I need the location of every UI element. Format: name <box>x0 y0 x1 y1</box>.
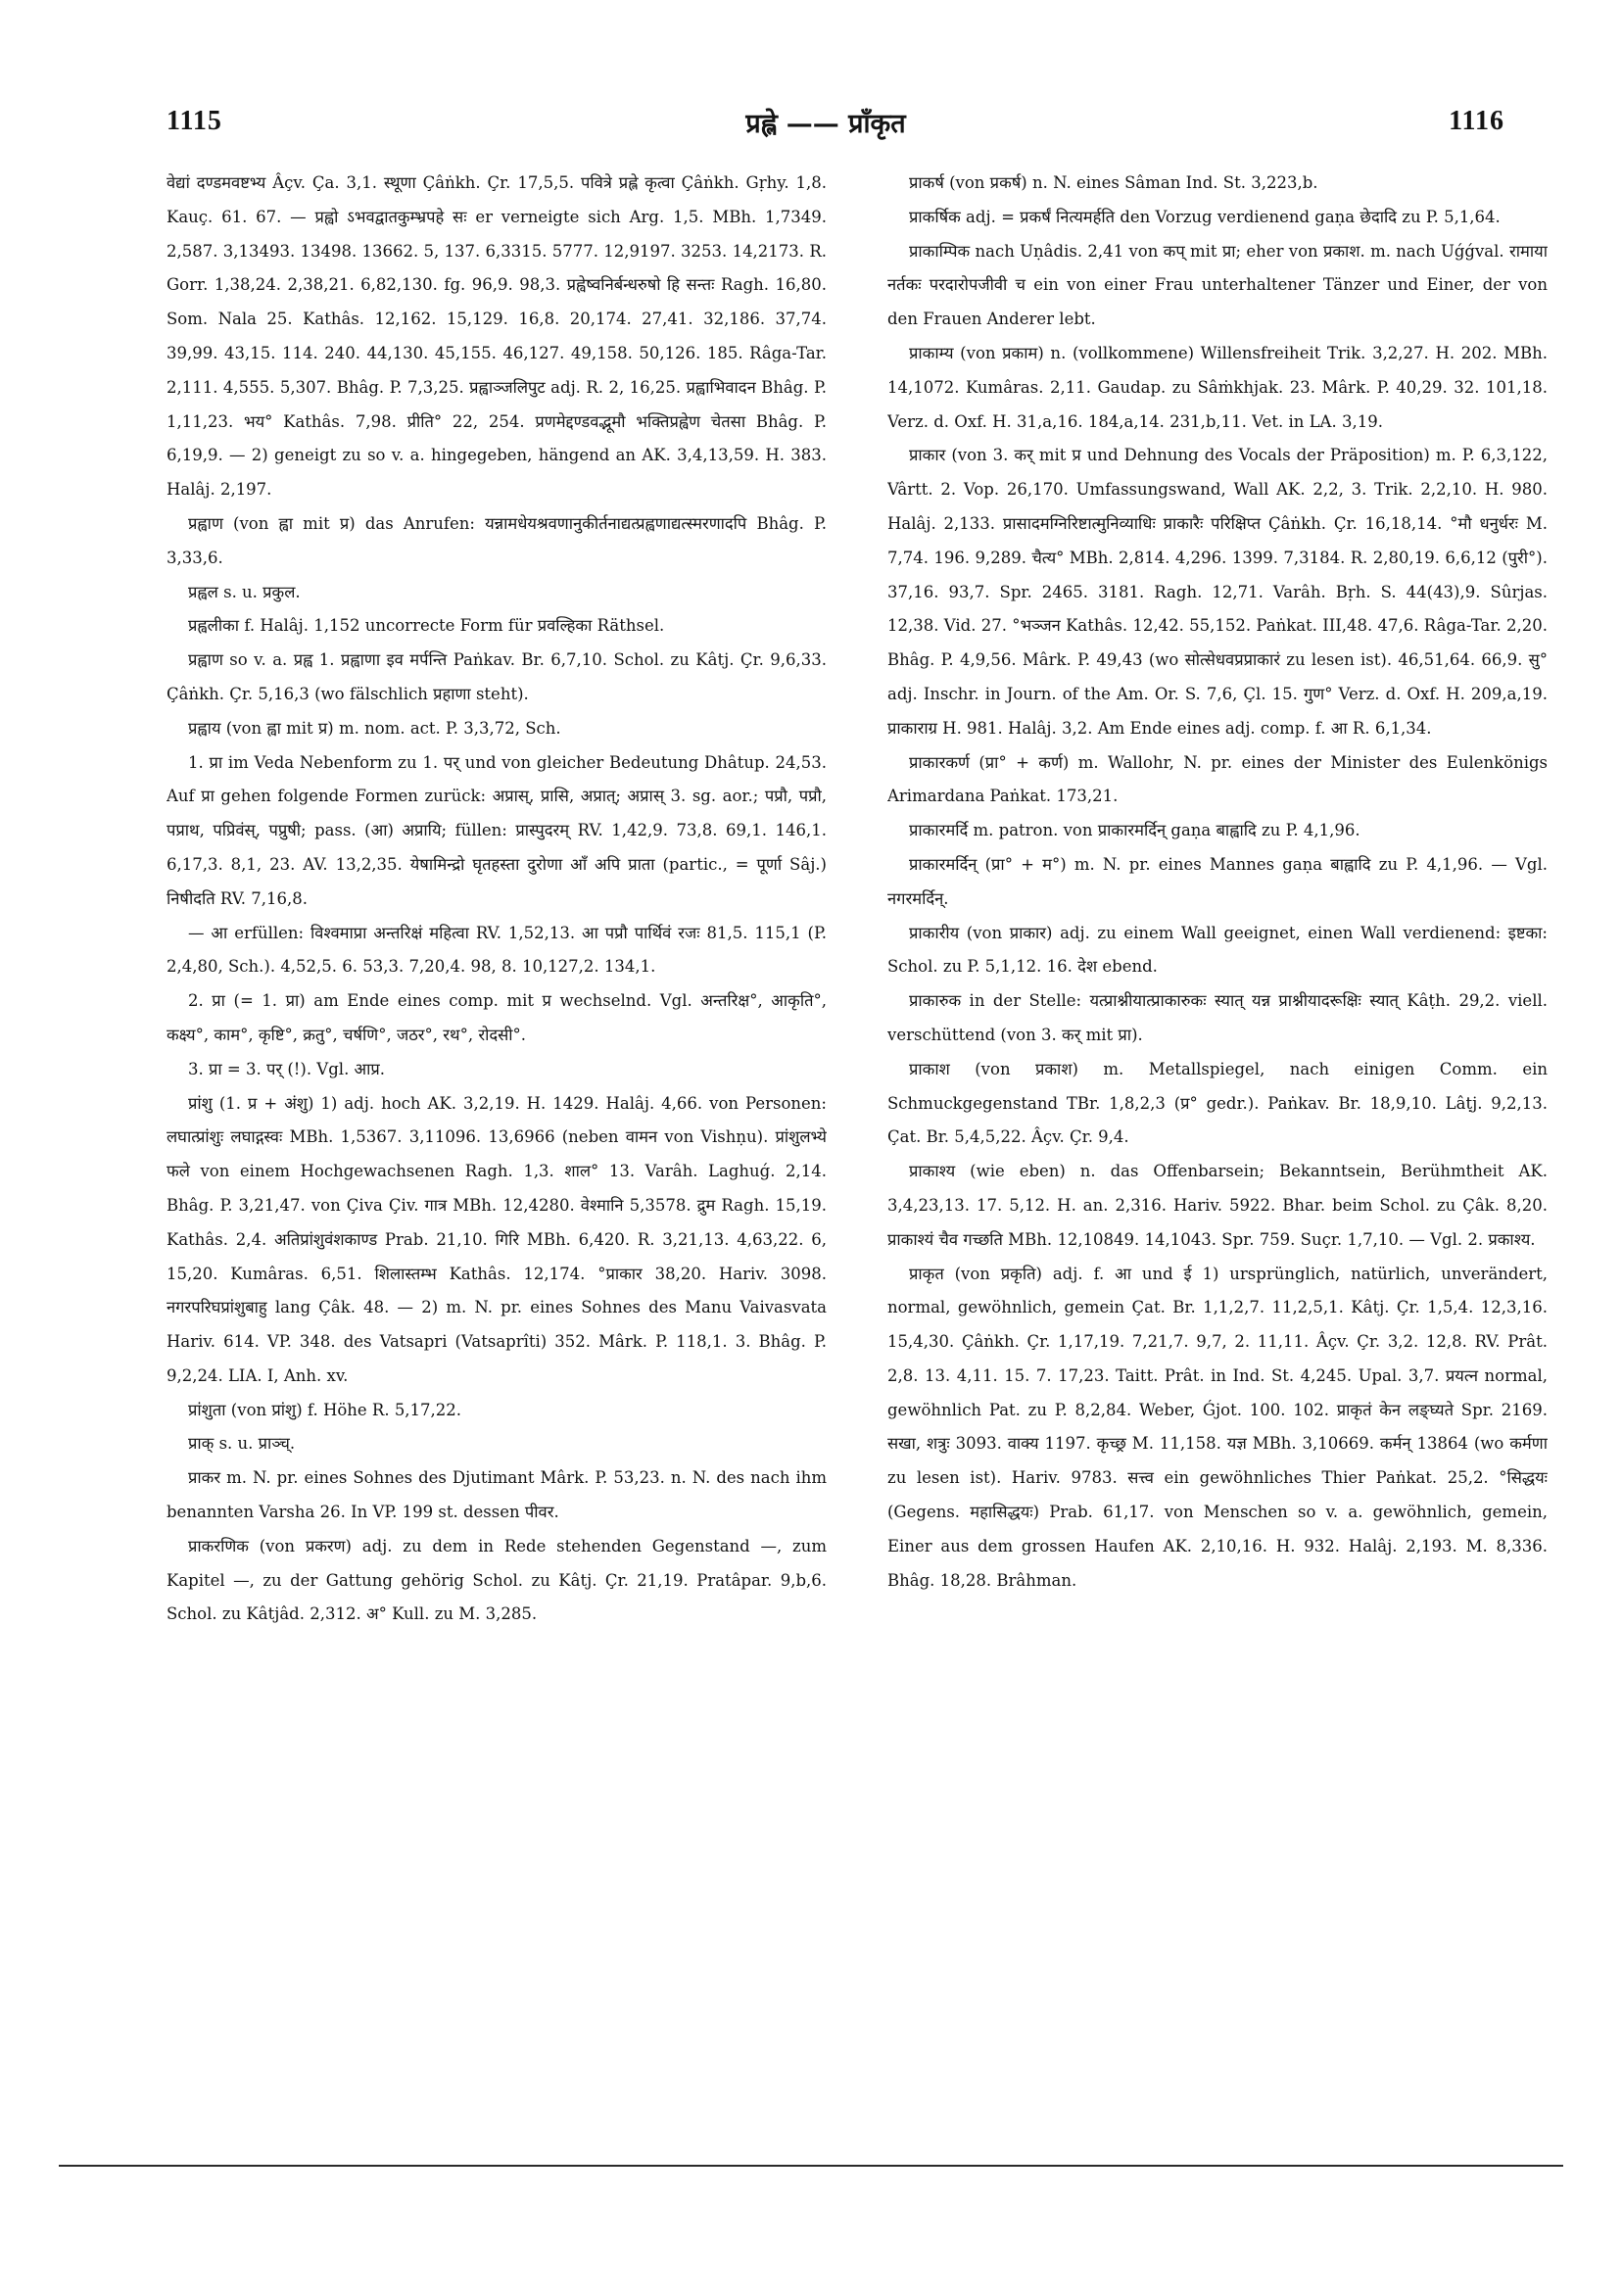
dictionary-entry: प्रह्वाण (von ह्वा mit प्र) das Anrufen: यन्नामधेयश्रवणानुकीर्तनाद्यत्प्रह्वणाद्यत्स्मरणादपि Bhâg. P. 3,33,6. <box>167 513 827 567</box>
page-header <box>147 106 1504 145</box>
dictionary-entry: प्राकर्ष (von प्रकर्ष) n. N. eines Sâman Ind. St. 3,223,b. <box>909 173 1318 192</box>
dictionary-entry: प्राकर्षिक adj. = प्रकर्षं नित्यमर्हति den Vorzug verdienend gaṇa छेदादि zu P. 5,1,64. <box>909 207 1501 226</box>
dictionary-entry: 1. प्रा im Veda Nebenform zu 1. पर् und von gleicher Bedeutung Dhâtup. 24,53. Auf प्रा gehen folgende Formen zurück: अप्रास्, प्रासि, अप्रात्; अप्रास् 3. sg. aor.; पप्रौ, पप्रौ, पप्राथ, पप्रिवंस्, पप्रुषी; pass. (आ) अप्रायि; füllen: प्रास्पुदरम् RV. 1,42,9. 73,8. 69,1. 146,1. 6,17,3. 8,1, 23. AV. 13,2,35. येषामिन्द्रो घृतहस्ता दुरोणा आँ अपि प्राता (partic., = पूर्णा Sâj.) निषीदति RV. 7,16,8. <box>167 752 827 908</box>
dictionary-entry: प्राकाम्पिक nach Uṇâdis. 2,41 von कप् mit प्रा; eher von प्रकाश. m. nach Uǵǵval. रामाया नर्तकः परदारोपजीवी च ein von einer Frau unterhaltener Tänzer und Einer, der von den Frauen Anderer lebt. <box>887 241 1548 329</box>
page-number-left: 1115 <box>167 106 222 136</box>
dictionary-entry: प्रह्वल s. u. प्रकुल. <box>188 582 301 601</box>
dictionary-entry: प्राकारमर्दि m. patron. von प्राकारमर्दिन् gaṇa बाह्वादि zu P. 4,1,96. <box>909 821 1360 840</box>
dictionary-entry: प्रांशुता (von प्रांशु) f. Höhe R. 5,17,22. <box>188 1400 462 1419</box>
dictionary-entry: प्राकरणिक (von प्रकरण) adj. zu dem in Rede stehenden Gegenstand —, zum Kapitel —, zu der Gattung gehörig Schol. zu Kâtj. Çr. 21,19. Pratâpar. 9,b,6. Schol. zu Kâtjâd. 2,312. अ° Kull. zu M. 3,285. <box>167 1536 827 1624</box>
dictionary-entry: प्राक् s. u. प्राञ्च्. <box>188 1434 296 1454</box>
dictionary-entry: प्राकारुक in der Stelle: यत्प्राश्नीयात्प्राकारुकः स्यात् यन्न प्राश्नीयादरूक्षिः स्यात् Kâṭh. 29,2. viell. verschüttend (von 3. कर् mit प्रा). <box>887 991 1548 1044</box>
dictionary-entry: प्रह्वाय (von ह्वा mit प्र) m. nom. act. P. 3,3,72, Sch. <box>188 718 561 738</box>
dictionary-entry: प्राकाश्य (wie eben) n. das Offenbarsein; Bekanntsein, Berühmtheit AK. 3,4,23,13. 17. 5,12. H. an. 2,316. Hariv. 5922. Bhar. beim Schol. zu Çâk. 8,20. प्राकाश्यं चैव गच्छति MBh. 12,10849. 14,1043. Spr. 759. Suçr. 1,7,10. — Vgl. 2. प्रकाश्य. <box>887 1162 1548 1249</box>
right-column <box>887 167 1548 2096</box>
running-head: प्रह्ले —— प्राँकृत <box>745 109 906 139</box>
left-column <box>167 167 827 2096</box>
dictionary-entry: प्राकाम्य (von प्रकाम) n. (vollkommene) Willensfreiheit Trik. 3,2,27. H. 202. MBh. 14,1072. Kumâras. 2,11. Gaudap. zu Sâṁkhjak. 23. Mârk. P. 40,29. 32. 101,18. Verz. d. Oxf. H. 31,a,16. 184,a,14. 231,b,11. Vet. in LA. 3,19. <box>887 343 1548 431</box>
dictionary-entry: प्रह्वाण so v. a. प्रह्व 1. प्रह्वाणा इव मर्पन्ति Paṅkav. Br. 6,7,10. Schol. zu Kâtj. Çr. 9,6,33. Çâṅkh. Çr. 5,16,3 (wo fälschlich प्रहाणा steht). <box>167 650 827 703</box>
dictionary-entry: प्राकारीय (von प्राकार) adj. zu einem Wall geeignet, einen Wall verdienend: इष्टका: Schol. zu P. 5,1,12. 16. देश ebend. <box>887 923 1548 977</box>
dictionary-entry: प्राकृत (von प्रकृति) adj. f. आ und ई 1) ursprünglich, natürlich, unverändert, normal, gewöhnlich, gemein Çat. Br. 1,1,2,7. 11,2,5,1. Kâtj. Çr. 1,5,4. 12,3,16. 15,4,30. Çâṅkh. Çr. 1,17,19. 7,21,7. 9,7, 2. 11,11. Âçv. Çr. 3,2. 12,8. RV. Prât. 2,8. 13. 4,11. 15. 7. 17,23. Taitt. Prât. in Ind. St. 4,245. Upal. 3,7. प्रयत्न normal, gewöhnlich Pat. zu P. 8,2,84. Weber, Ǵjot. 100. 102. प्राकृतं केन लङ्घ्यते Spr. 2169. सखा, शत्रुः 3093. वाक्य 1197. कृच्छ्र M. 11,158. यज्ञ MBh. 3,10669. कर्मन् 13864 (wo कर्मणा zu lesen ist). Hariv. 9783. सत्त्व ein gewöhnliches Thier Paṅkat. 25,2. °सिद्धयः (Gegens. महासिद्धयः) Prab. 61,17. von Menschen so v. a. gewöhnlich, gemein, Einer aus dem grossen Haufen AK. 2,10,16. H. 932. Halâj. 2,193. M. 8,336. Bhâg. 18,28. Brâhman. <box>887 1264 1548 1590</box>
dictionary-entry: प्रांशु (1. प्र + अंशु) 1) adj. hoch AK. 3,2,19. H. 1429. Halâj. 4,66. von Personen: लघात्प्रांशुः लघाद्गस्वः MBh. 1,5367. 3,11096. 13,6966 (neben वामन von Vishṇu). प्रांशुलभ्ये फले von einem Hochgewachsenen Ragh. 1,3. शाल° 13. Varâh. Laghuǵ. 2,14. Bhâg. P. 3,21,47. von Çiva Çiv. गात्र MBh. 12,4280. वेश्मानि 5,3578. द्रुम Ragh. 15,19. Kathâs. 2,4. अतिप्रांशुवंशकाण्ड Prab. 21,10. गिरि MBh. 6,420. R. 3,21,13. 4,63,22. 6, 15,20. Kumâras. 6,51. शिलास्तम्भ Kathâs. 12,174. °प्राकार 38,20. Hariv. 3098. नगरपरिघप्रांशुबाहु lang Çâk. 48. — 2) m. N. pr. eines Sohnes des Manu Vaivasvata Hariv. 614. VP. 348. des Vatsapri (Vatsaprîti) 352. Mârk. P. 118,1. 3. Bhâg. P. 9,2,24. LIA. I, Anh. xv. <box>167 1093 827 1385</box>
bottom-rule <box>59 2165 1563 2167</box>
dictionary-entry: — आ erfüllen: विश्वमाप्रा अन्तरिक्षं महित्वा RV. 1,52,13. आ पप्रौ पार्थिवं रजः 81,5. 115,1 (P. 2,4,80, Sch.). 4,52,5. 6. 53,3. 7,20,4. 98, 8. 10,127,2. 134,1. <box>167 923 827 977</box>
entry-continuation: वेद्यां दण्डमवष्टभ्य Âçv. Ça. 3,1. स्थूणा Çâṅkh. Çr. 17,5,5. पवित्रे प्रह्ले कृत्वा Çâṅkh. Gṛhy. 1,8. Kauç. 61. 67. — प्रह्वो ऽभवद्वातकुम्भ्रपहे सः er verneigte sich Arg. 1,5. MBh. 1,7349. 2,587. 3,13493. 13498. 13662. 5, 137. 6,3315. 5777. 12,9197. 3253. 14,2173. R. Gorr. 1,38,24. 2,38,21. 6,82,130. fg. 96,9. 98,3. प्रह्वेष्वनिर्बन्धरुषो हि सन्तः Ragh. 16,80. Som. Nala 25. Kathâs. 12,162. 15,129. 16,8. 20,174. 27,41. 32,186. 37,74. 39,99. 43,15. 114. 240. 44,130. 45,155. 46,127. 49,158. 50,126. 185. Râga-Tar. 2,111. 4,555. 5,307. Bhâg. P. 7,3,25. प्रह्वाञ्जलिपुट adj. R. 2, 16,25. प्रह्वाभिवादन Bhâg. P. 1,11,23. भय° Kathâs. 7,98. प्रीति° 22, 254. प्रणमेद्दण्डवद्भूमौ भक्तिप्रह्वेण चेतसा Bhâg. P. 6,19,9. — 2) geneigt zu so v. a. hingegeben, hängend an AK. 3,4,13,59. H. 383. Halâj. 2,197. <box>167 173 827 500</box>
dictionary-entry: प्राकारमर्दिन् (प्रा° + म°) m. N. pr. eines Mannes gaṇa बाह्वादि zu P. 4,1,96. — Vgl. नगरमर्दिन्. <box>887 854 1548 908</box>
dictionary-entry: प्राकार (von 3. कर् mit प्र und Dehnung des Vocals der Präposition) m. P. 6,3,122, Vârtt. 2. Vop. 26,170. Umfassungswand, Wall AK. 2,2, 3. Trik. 2,2,10. H. 980. Halâj. 2,133. प्रासादमग्निरिष्टात्मुनिव्याधिः प्राकारैः परिक्षिप्त Çâṅkh. Çr. 16,18,14. °मौ धनुर्धरः M. 7,74. 196. 9,289. चैत्य° MBh. 2,814. 4,296. 1399. 7,3184. R. 2,80,19. 6,6,12 (पुरी°). 37,16. 93,7. Spr. 2465. 3181. Ragh. 12,71. Varâh. Bṛh. S. 44(43),9. Sûrjas. 12,38. Vid. 27. °भञ्जन Kathâs. 12,42. 55,152. Paṅkat. III,48. 47,6. Râga-Tar. 2,20. Bhâg. P. 4,9,56. Mârk. P. 49,43 (wo सोत्सेधवप्रप्राकारं zu lesen ist). 46,51,64. 66,9. सु° adj. Inschr. in Journ. of the Am. Or. S. 7,6, Çl. 15. गुण° Verz. d. Oxf. H. 209,a,19. प्राकाराग्र H. 981. Halâj. 3,2. Am Ende eines adj. comp. f. आ R. 6,1,34. <box>887 446 1548 738</box>
dictionary-entry: प्राकाश (von प्रकाश) m. Metallspiegel, nach einigen Comm. ein Schmuckgegenstand TBr. 1,8,2,3 (प्र° gedr.). Paṅkav. Br. 18,9,10. Lâṭj. 9,2,13. Çat. Br. 5,4,5,22. Âçv. Çr. 9,4. <box>887 1059 1548 1147</box>
dictionary-entry: प्राकर m. N. pr. eines Sohnes des Djutimant Mârk. P. 53,23. n. N. des nach ihm benannten Varsha 26. In VP. 199 st. dessen पीवर. <box>167 1468 827 1522</box>
dictionary-entry: प्राकारकर्ण (प्रा° + कर्ण) m. Wallohr, N. pr. eines der Minister des Eulenkönigs Arimardana Paṅkat. 173,21. <box>887 752 1548 806</box>
page-number-right: 1116 <box>1449 106 1504 136</box>
dictionary-entry: प्रह्वलीका f. Halâj. 1,152 uncorrecte Form für प्रवल्हिका Räthsel. <box>188 616 665 636</box>
dictionary-entry: 2. प्रा (= 1. प्रा) am Ende eines comp. mit प्र wechselnd. Vgl. अन्तरिक्ष°, आकृति°, कक्ष्य°, काम°, कृष्टि°, क्रतु°, चर्षणि°, जठर°, रथ°, रोदसी°. <box>167 991 827 1044</box>
dictionary-entry: 3. प्रा = 3. पर् (!). Vgl. आप्र. <box>188 1059 386 1078</box>
